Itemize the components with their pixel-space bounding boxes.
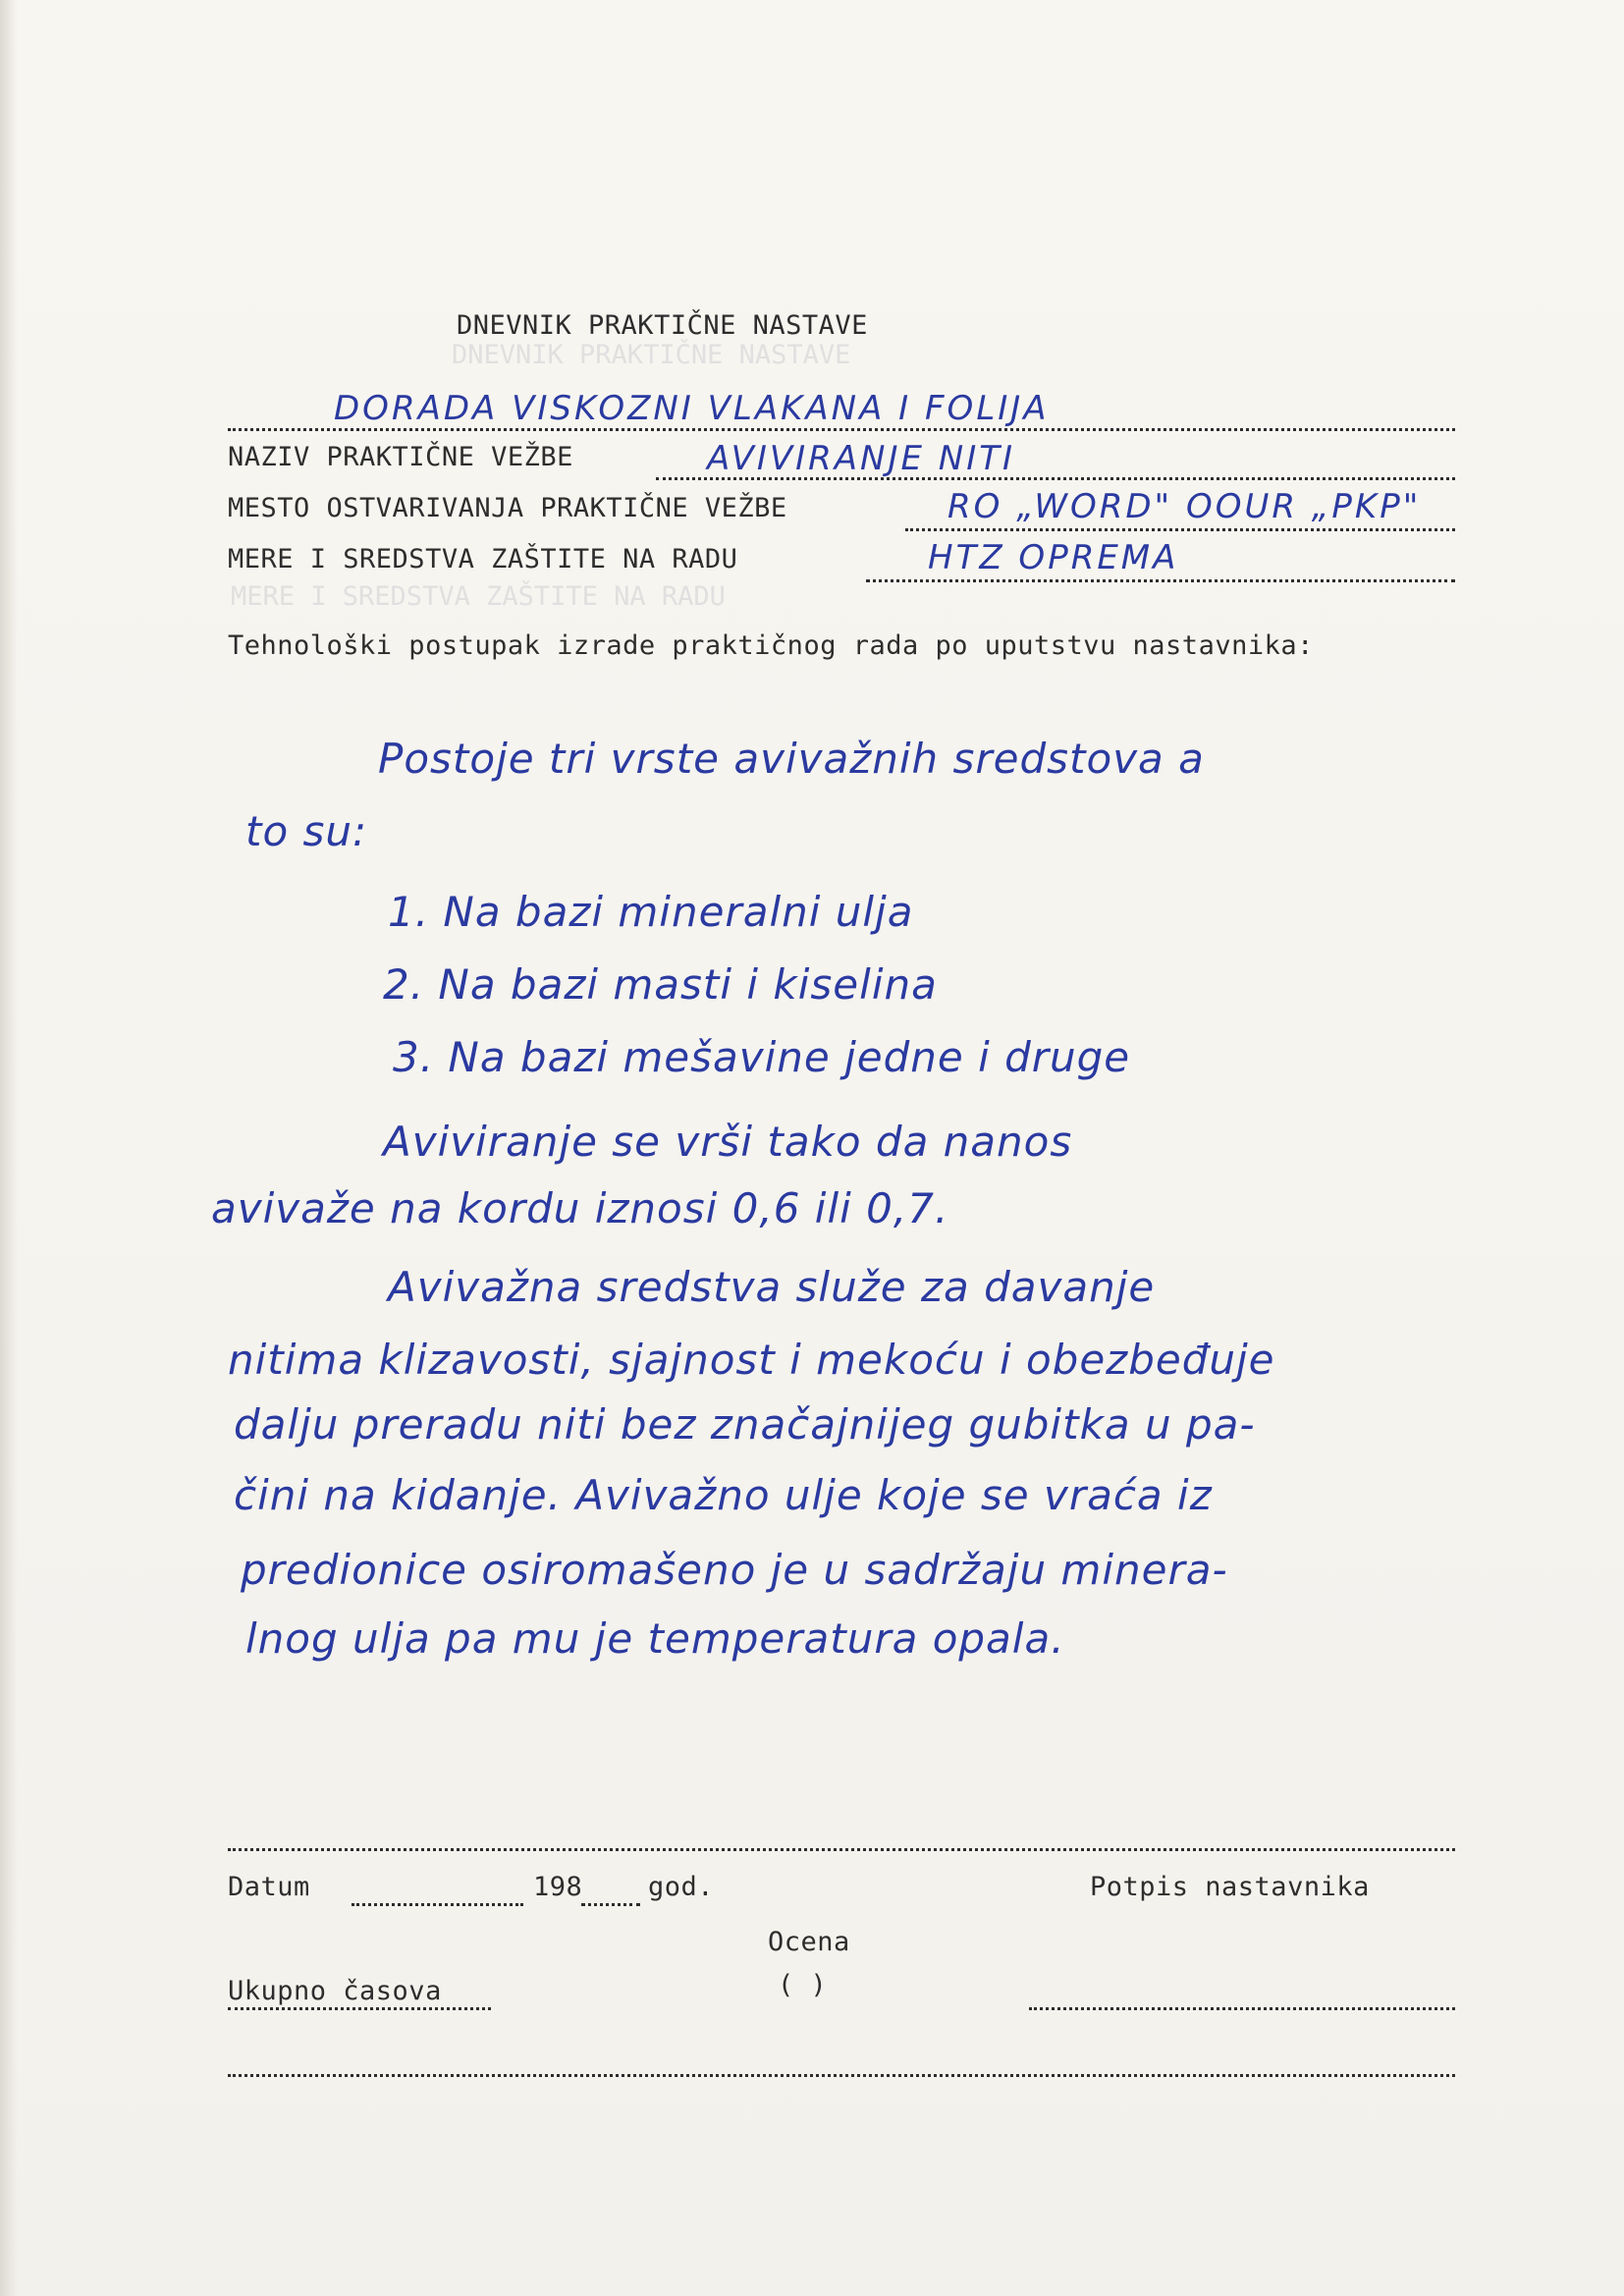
- body-line: lnog ulja pa mu je temperatura opala.: [245, 1614, 1065, 1663]
- ocena-label: Ocena: [768, 1927, 850, 1957]
- form-title: DNEVNIK PRAKTIČNE NASTAVE: [457, 310, 868, 341]
- body-line: predionice osiromašeno je u sadržaju minera-: [241, 1546, 1228, 1594]
- mesto-dotted-line: [905, 528, 1455, 531]
- naziv-value: AVIVIRANJE NITI: [707, 439, 1016, 478]
- body-line: dalju preradu niti bez značajnijeg gubitka u pa-: [234, 1400, 1256, 1449]
- year-prefix: 198: [533, 1872, 583, 1902]
- body-line: nitima klizavosti, sjajnost i mekoću i obezbeđuje: [228, 1336, 1275, 1384]
- tehnoloski-label: Tehnološki postupak izrade praktičnog rada po uputstvu nastavnika:: [228, 630, 1314, 661]
- body-line: 2. Na bazi masti i kiselina: [383, 960, 938, 1009]
- potpis-label: Potpis nastavnika: [1090, 1872, 1370, 1902]
- body-line: čini na kidanje. Avivažno ulje koje se vraća iz: [234, 1471, 1213, 1519]
- mesto-label: MESTO OSTVARIVANJA PRAKTIČNE VEŽBE: [228, 493, 787, 523]
- body-line: Aviviranje se vrši tako da nanos: [383, 1118, 1073, 1166]
- naziv-dotted-line: [656, 477, 1455, 480]
- datum-label: Datum: [228, 1872, 310, 1902]
- body-line: avivaže na kordu iznosi 0,6 ili 0,7.: [211, 1184, 949, 1232]
- signature-dotted-line: [1029, 2007, 1455, 2010]
- heading-dotted-line: [228, 428, 1455, 431]
- final-dotted-line: [228, 2074, 1455, 2077]
- body-line: to su:: [245, 807, 368, 855]
- mere-label: MERE I SREDSTVA ZAŠTITE NA RADU: [228, 544, 738, 574]
- ocena-parens: ( ): [778, 1970, 828, 2000]
- handwritten-heading: DORADA VISKOZNI VLAKANA I FOLIJA: [334, 389, 1050, 428]
- body-line: 3. Na bazi mešavine jedne i druge: [393, 1033, 1131, 1081]
- mere-dotted-line: [866, 579, 1455, 582]
- mesto-value: RO „WORD" OOUR „PKP": [947, 487, 1422, 526]
- mere-value: HTZ OPREMA: [928, 538, 1179, 577]
- ukupno-dotted-line: [228, 2007, 491, 2010]
- year-dotted-line: [581, 1903, 640, 1906]
- paper-edge-shadow: [0, 0, 18, 2296]
- ukupno-label: Ukupno časova: [228, 1976, 442, 2006]
- bleed-through-mere: MERE I SREDSTVA ZAŠTITE NA RADU: [231, 581, 726, 612]
- bleed-through-title: DNEVNIK PRAKTIČNE NASTAVE: [452, 340, 851, 370]
- body-line: 1. Na bazi mineralni ulja: [388, 888, 914, 936]
- body-line: Postoje tri vrste avivažnih sredstova a: [378, 735, 1205, 783]
- god-label: god.: [648, 1872, 715, 1902]
- datum-dotted-line: [352, 1903, 523, 1906]
- body-line: Avivažna sredstva služe za davanje: [388, 1263, 1156, 1311]
- bottom-separator-line: [228, 1848, 1455, 1851]
- naziv-label: NAZIV PRAKTIČNE VEŽBE: [228, 442, 573, 472]
